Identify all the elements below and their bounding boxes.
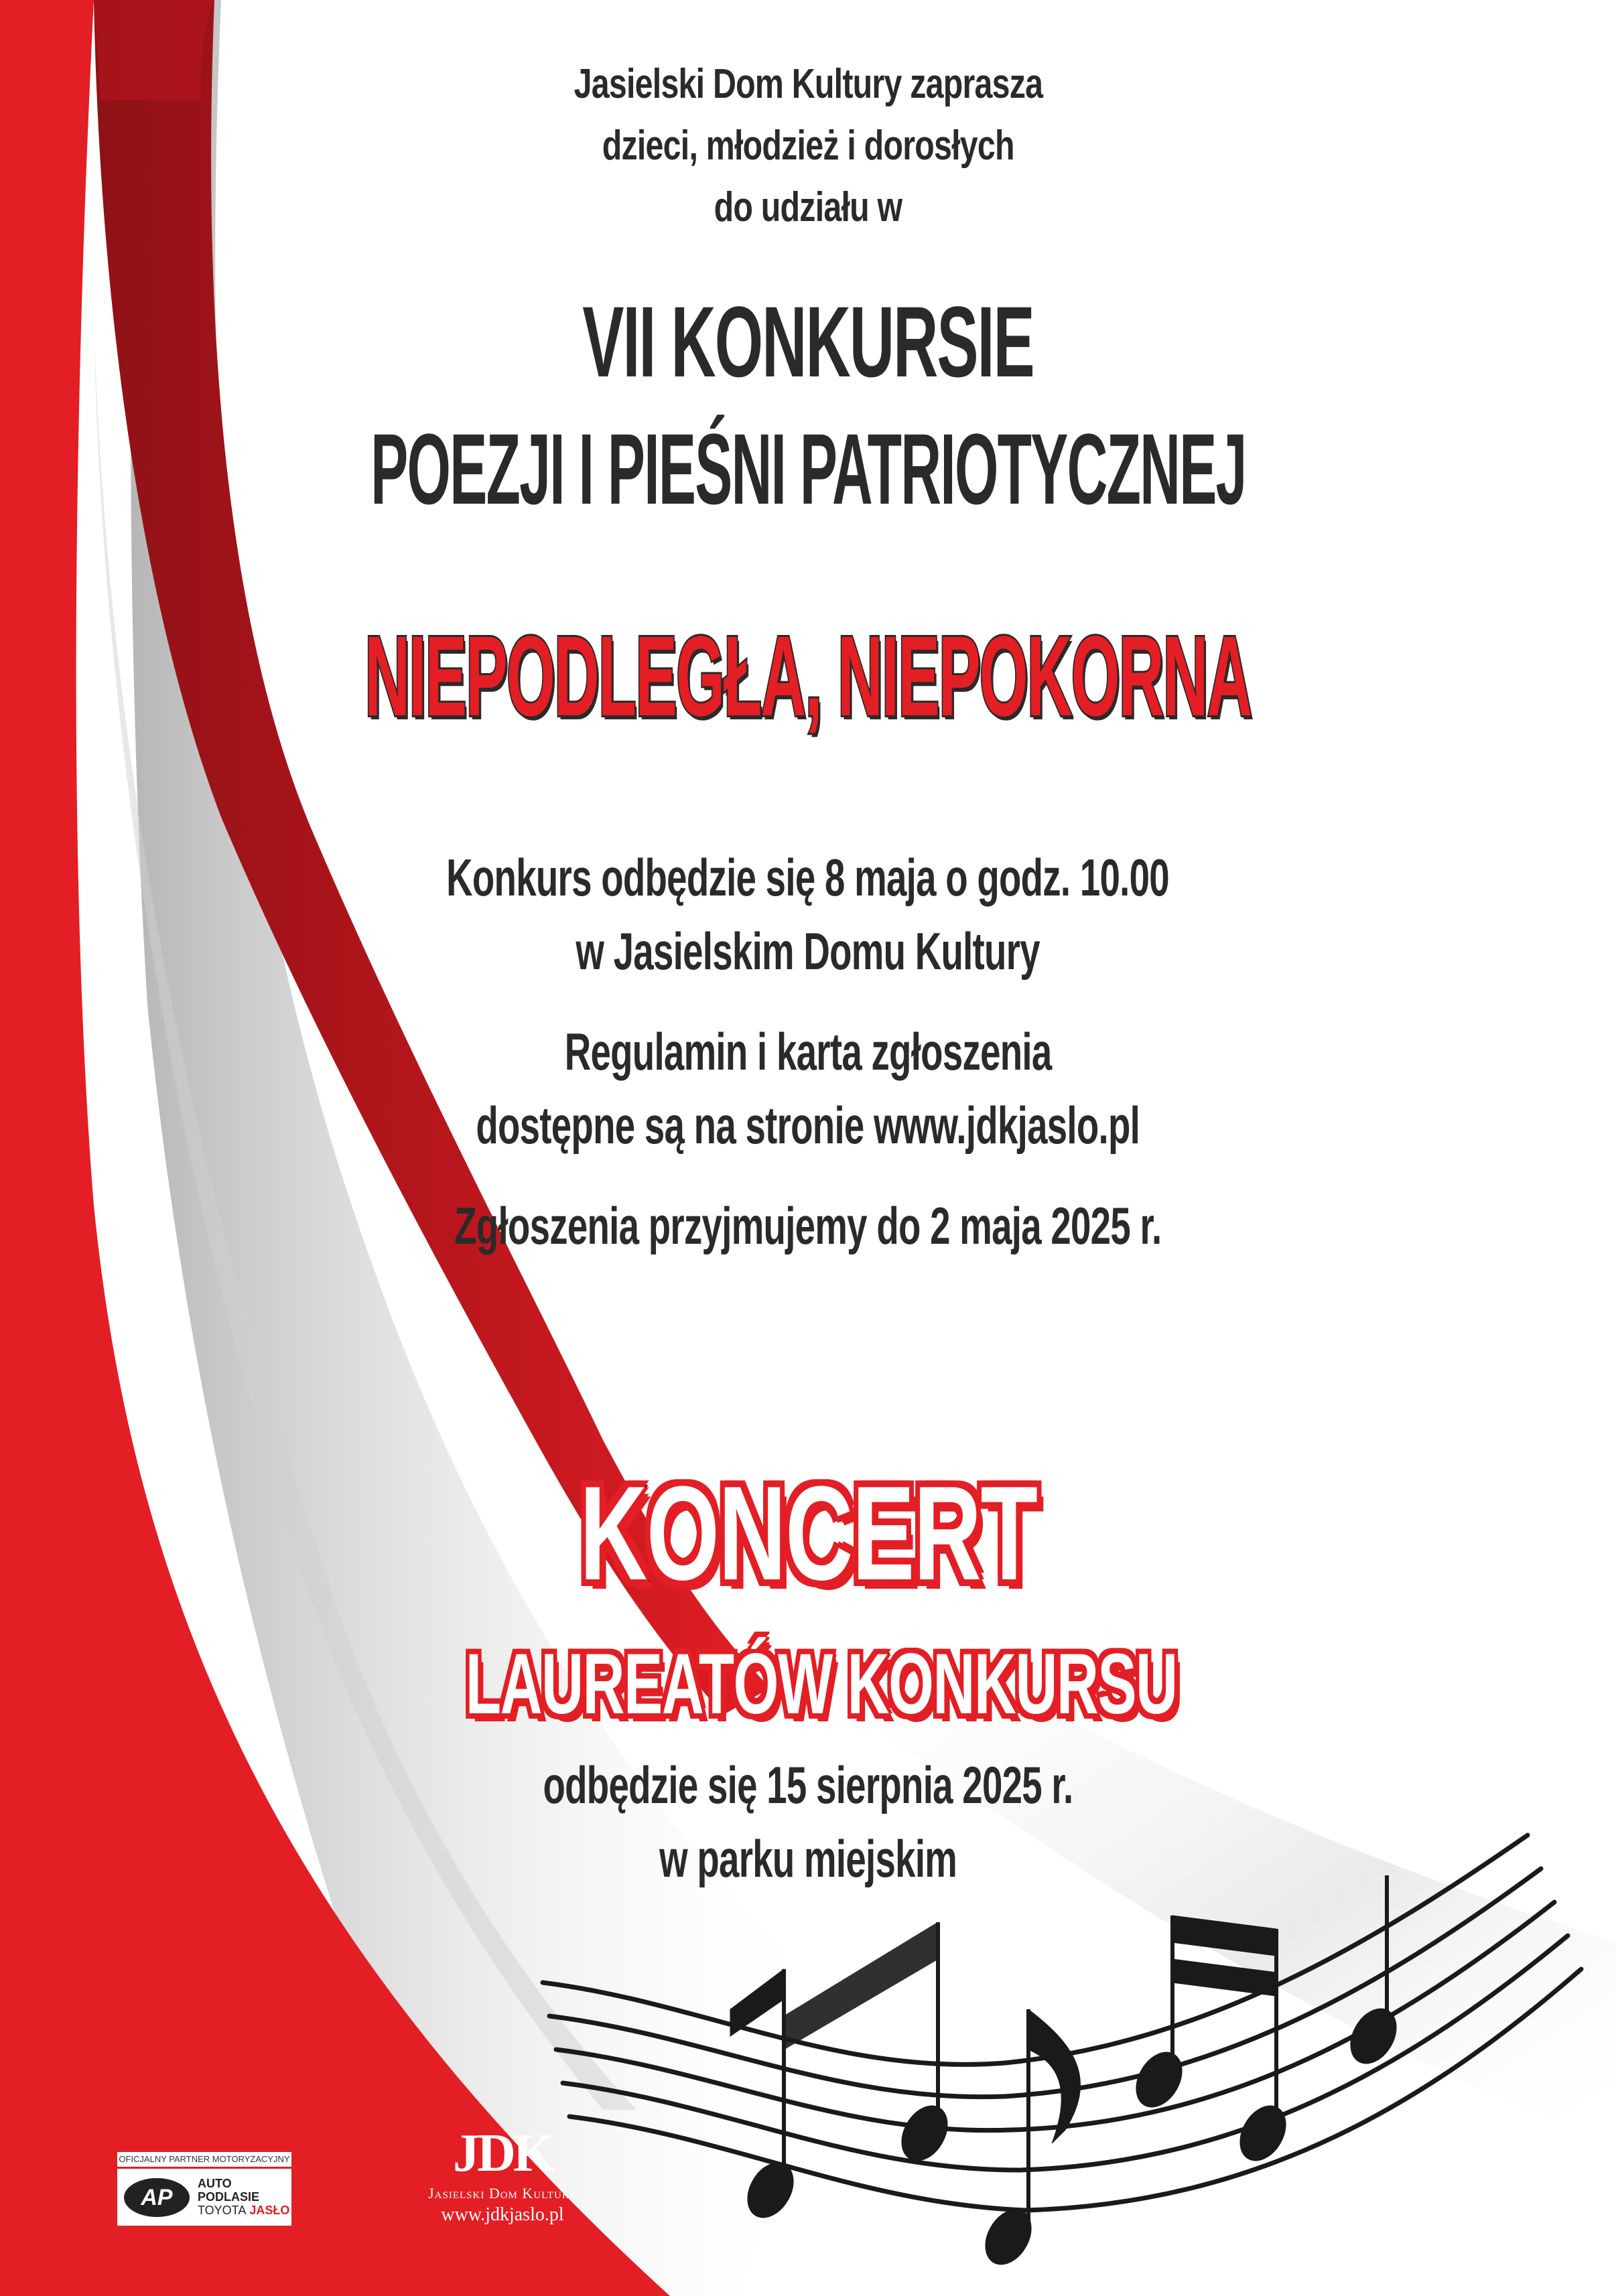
organizer-name: Jasielski Dom Kultury	[428, 2185, 577, 2202]
concert-sub-block	[0, 1634, 1616, 1735]
concert-block	[0, 1460, 1616, 1607]
subtitle: NIEPODLEGŁA, NIEPOKORNA	[364, 613, 1252, 740]
intro-line-1: Jasielski Dom Kultury zaprasza	[574, 61, 1042, 107]
sponsor-line-2: PODLASIE	[198, 2190, 260, 2204]
sponsor-line-3b: JASŁO	[249, 2204, 290, 2217]
title-line-2: POEZJI I PIEŚNI PATRIOTYCZNEJ	[370, 413, 1246, 525]
concert-heading: KONCERT	[579, 1459, 1037, 1608]
concert-date: odbędzie się 15 sierpnia 2025 r.	[543, 1755, 1073, 1814]
sponsor-name	[198, 2177, 289, 2217]
organizer-logo	[389, 2123, 616, 2226]
ap-logo-icon: AP	[124, 2178, 190, 2217]
contest-date: Konkurs odbędzie się 8 maja o godz. 10.00	[446, 848, 1170, 907]
jdk-logo-icon: JDK	[453, 2124, 552, 2183]
subtitle-block	[0, 613, 1616, 740]
intro-line-3: do udziału w	[714, 184, 902, 230]
concert-subheading: LAUREATÓW KONKURSU	[466, 1636, 1177, 1732]
title-line-1: VII KONKURSIE	[582, 285, 1034, 398]
concert-info	[0, 1748, 1616, 1895]
intro-line-2: dzieci, młodzież i dorosłych	[602, 123, 1014, 169]
sponsor-line-1: AUTO	[198, 2177, 232, 2190]
deadline-line: Zgłoszenia przyjmujemy do 2 maja 2025 r.	[454, 1196, 1162, 1255]
contest-info	[0, 841, 1616, 1263]
title-block	[0, 281, 1616, 529]
intro-block	[0, 54, 1616, 238]
sponsor-caption: OFICJALNY PARTNER MOTORYZACYJNY	[117, 2152, 291, 2169]
contest-place: w Jasielskim Domu Kultury	[576, 922, 1040, 981]
sponsor-logo	[117, 2152, 291, 2226]
rules-url-line: dostępne są na stronie www.jdkjaslo.pl	[476, 1096, 1140, 1155]
organizer-url: www.jdkjaslo.pl	[441, 2204, 564, 2225]
concert-place: w parku miejskim	[659, 1829, 957, 1888]
sponsor-line-3a: TOYOTA	[198, 2204, 247, 2217]
rules-line: Regulamin i karta zgłoszenia	[564, 1022, 1052, 1081]
